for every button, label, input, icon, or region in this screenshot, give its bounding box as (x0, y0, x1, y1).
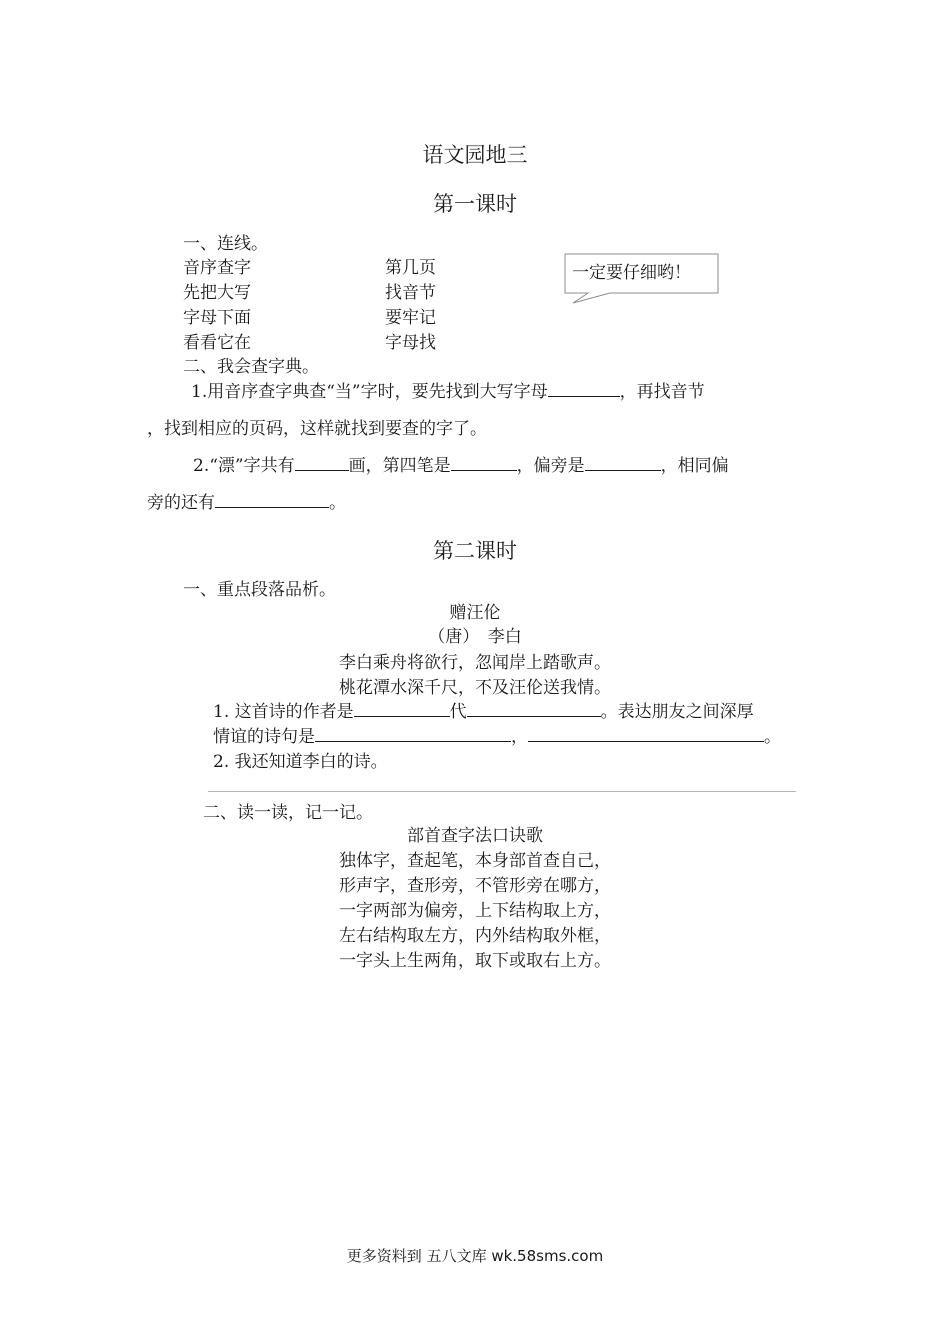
match-left-item: 字母下面 (183, 308, 251, 328)
answer-blank[interactable] (585, 456, 661, 471)
answer-line[interactable] (208, 791, 796, 792)
answer-blank[interactable] (215, 493, 329, 508)
chant-title: 部首查字法口诀歌 (407, 826, 543, 846)
chant-line: 一字头上生两角，取下或取右上方。 (339, 951, 611, 971)
footer-link[interactable]: 更多资料到 五八文库 wk.58sms.com (346, 1247, 604, 1265)
q2-item1-line2: ，找到相应的页码，这样就找到要查的字了。 (147, 419, 487, 439)
match-right-item: 要牢记 (385, 308, 436, 328)
q2-title: 二、我会查字典。 (183, 357, 319, 377)
match-right-item: 字母找 (385, 333, 436, 353)
q2-item1-line1: 1.用音序查字典查“当”字时，要先找到大写字母 ，再找音节 (191, 382, 705, 402)
l2-q1-item1-line1: 1. 这首诗的作者是 代 。表达朋友之间深厚 (213, 702, 754, 722)
poem-title: 赠汪伦 (449, 603, 501, 623)
match-left-item: 先把大写 (183, 283, 251, 303)
answer-blank[interactable] (548, 382, 620, 397)
chant-line: 左右结构取左方，内外结构取外框， (339, 926, 611, 946)
chant-line: 形声字，查形旁，不管形旁在哪方， (339, 876, 611, 896)
q1-title: 一、连线。 (183, 234, 268, 254)
lesson2-heading: 第二课时 (433, 539, 517, 563)
answer-blank[interactable] (315, 727, 511, 742)
match-right-item: 找音节 (385, 283, 436, 303)
poem-line: 李白乘舟将欲行，忽闻岸上踏歌声。 (339, 653, 611, 673)
l2-q1-item1-line2: 情谊的诗句是 ， 。 (213, 727, 781, 747)
speech-bubble-text: 一定要仔细哟！ (572, 263, 691, 283)
match-right-item: 第几页 (385, 258, 436, 278)
page-title: 语文园地三 (422, 143, 528, 167)
q2-item2-line2: 旁的还有 。 (147, 493, 346, 513)
answer-blank[interactable] (528, 727, 764, 742)
chant-line: 一字两部为偏旁，上下结构取上方， (339, 901, 611, 921)
answer-blank[interactable] (467, 702, 601, 717)
poem-line: 桃花潭水深千尺，不及汪伦送我情。 (339, 678, 611, 698)
l2-q1-item2: 2. 我还知道李白的诗。 (213, 752, 388, 772)
chant-line: 独体字，查起笔，本身部首查自己， (339, 851, 611, 871)
answer-blank[interactable] (295, 456, 349, 471)
l2-q1-title: 一、重点段落品析。 (183, 580, 336, 600)
l2-q2-title: 二、读一读，记一记。 (203, 803, 373, 823)
q2-item2-line1: 2.“漂”字共有 画，第四笔是 ，偏旁是 ，相同偏 (193, 456, 729, 476)
match-left-item: 看看它在 (183, 333, 251, 353)
poem-author: （唐） 李白 (428, 627, 522, 647)
lesson1-heading: 第一课时 (433, 192, 517, 216)
answer-blank[interactable] (451, 456, 517, 471)
match-left-item: 音序查字 (183, 258, 251, 278)
answer-blank[interactable] (354, 702, 450, 717)
